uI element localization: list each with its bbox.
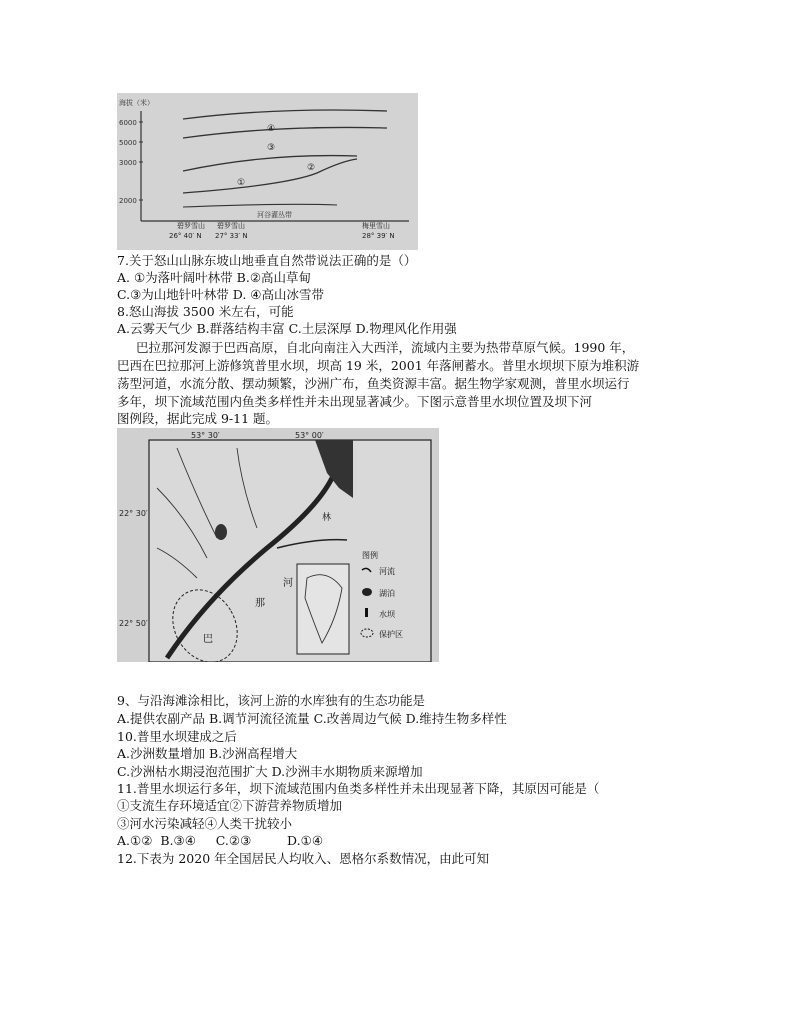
river-char-2: 那 <box>255 598 265 609</box>
lake <box>215 524 227 540</box>
q7-options-1: A. ①为落叶阔叶林带 B.②高山草甸 <box>117 270 312 285</box>
legend-title: 图例 <box>362 551 378 560</box>
q7-options-2: C.③为山地针叶林带 D. ④高山冰雪带 <box>117 287 325 302</box>
y-axis-unit: 海拔（米） <box>119 99 154 107</box>
passage-line-2: 巴西在巴拉那河上游修筑普里水坝，坝高 19 米，2001 年落闸蓄水。普里水坝坝下原为堆积游 <box>117 358 640 373</box>
x-label-3-name: 梅里雪山 <box>362 222 390 230</box>
base-zone-label: 河谷灌丛带 <box>257 211 292 219</box>
q8-stem: 8.怒山海拔 3500 米左右，可能 <box>117 304 294 319</box>
q11-items-1: ①支流生存环境适宜②下游营养物质增加 <box>117 798 343 813</box>
q12-stem: 12.下表为 2020 年全国居民人均收入、恩格尔系数情况，由此可知 <box>117 851 490 866</box>
lon-label-2: 53° 00′ <box>295 431 324 440</box>
zone-boundary-2-1 <box>183 159 357 193</box>
q10-options-1: A.沙洲数量增加 B.沙洲高程增大 <box>117 746 298 761</box>
y-tick-5000: 5000 <box>119 139 137 147</box>
x-label-2-coord: 27° 33′ N <box>215 232 248 240</box>
q10-options-2: C.沙洲枯水期浸泡范围扩大 D.沙洲丰水期物质来源增加 <box>117 764 423 779</box>
zone-label-1: ① <box>237 178 246 188</box>
passage-line-3: 荡型河道，水流分散、摆动频繁，沙洲广布，鱼类资源丰富。据生物学家观测，普里水坝运行 <box>117 376 630 391</box>
river-char-3: 巴 <box>203 634 213 645</box>
x-label-3-coord: 28° 39′ N <box>362 232 395 240</box>
lon-label-1: 53° 30′ <box>191 431 220 440</box>
legend-item-river: 河流 <box>379 567 395 576</box>
zone-boundary-3-2 <box>183 156 357 171</box>
lat-label-2: 22° 50′ <box>119 619 148 628</box>
y-tick-6000: 6000 <box>119 119 137 127</box>
q9-stem: 9、与沿海滩涂相比，该河上游的水库独有的生态功能是 <box>117 693 425 708</box>
q10-stem: 10.普里水坝建成之后 <box>117 729 237 744</box>
city-char: 林 <box>322 513 332 523</box>
q7-stem: 7.关于怒山山脉东坡山地垂直自然带说法正确的是（） <box>117 253 417 268</box>
q9-options: A.提供农副产品 B.调节河流径流量 C.改善周边气候 D.维持生物多样性 <box>117 711 507 726</box>
q11-items-2: ③河水污染减轻④人类干扰较小 <box>117 816 293 831</box>
dam-map <box>117 428 439 662</box>
zone-boundary-base <box>183 204 337 207</box>
y-tick-3000: 3000 <box>119 159 137 167</box>
legend-item-protected: 保护区 <box>379 630 403 639</box>
legend-item-dam: 水坝 <box>379 610 395 619</box>
passage-line-4: 多年，坝下流域范围内鱼类多样性并未出现显著减少。下图示意普里水坝位置及坝下河 <box>117 394 593 409</box>
q8-options: A.云雾天气少 B.群落结构丰富 C.土层深厚 D.物理风化作用强 <box>117 321 457 336</box>
y-tick-2000: 2000 <box>119 197 137 205</box>
vertical-zone-figure <box>117 93 418 250</box>
river-char-1: 河 <box>283 578 293 589</box>
vertical-zone-chart <box>117 93 418 250</box>
x-label-1-coord: 26° 40′ N <box>169 232 202 240</box>
legend-item-lake: 湖泊 <box>379 589 395 598</box>
q11-stem: 11.普里水坝运行多年，坝下流域范围内鱼类多样性并未出现显著下降，其原因可能是（ <box>117 781 600 796</box>
passage-line-5: 图例段，据此完成 9-11 题。 <box>117 411 279 426</box>
passage-line-1: 巴拉那河发源于巴西高原，自北向南注入大西洋，流域内主要为热带草原气候。1990 年， <box>136 340 635 355</box>
zone-boundary-top <box>183 110 387 119</box>
q11-options: A.①② B.③④ C.②③ D.①④ <box>117 833 324 848</box>
x-label-1-name: 碧罗雪山 <box>177 222 205 230</box>
zone-label-4: ④ <box>267 124 276 134</box>
legend-dam-icon <box>365 608 368 617</box>
zone-label-2: ② <box>307 163 316 173</box>
dam-map-figure <box>117 428 439 662</box>
legend-lake-icon <box>362 588 372 596</box>
x-label-2-name: 碧罗雪山 <box>217 222 245 230</box>
lat-label-1: 22° 30′ <box>119 509 148 518</box>
zone-label-3: ③ <box>267 143 276 153</box>
zone-boundary-4-3 <box>183 127 387 138</box>
